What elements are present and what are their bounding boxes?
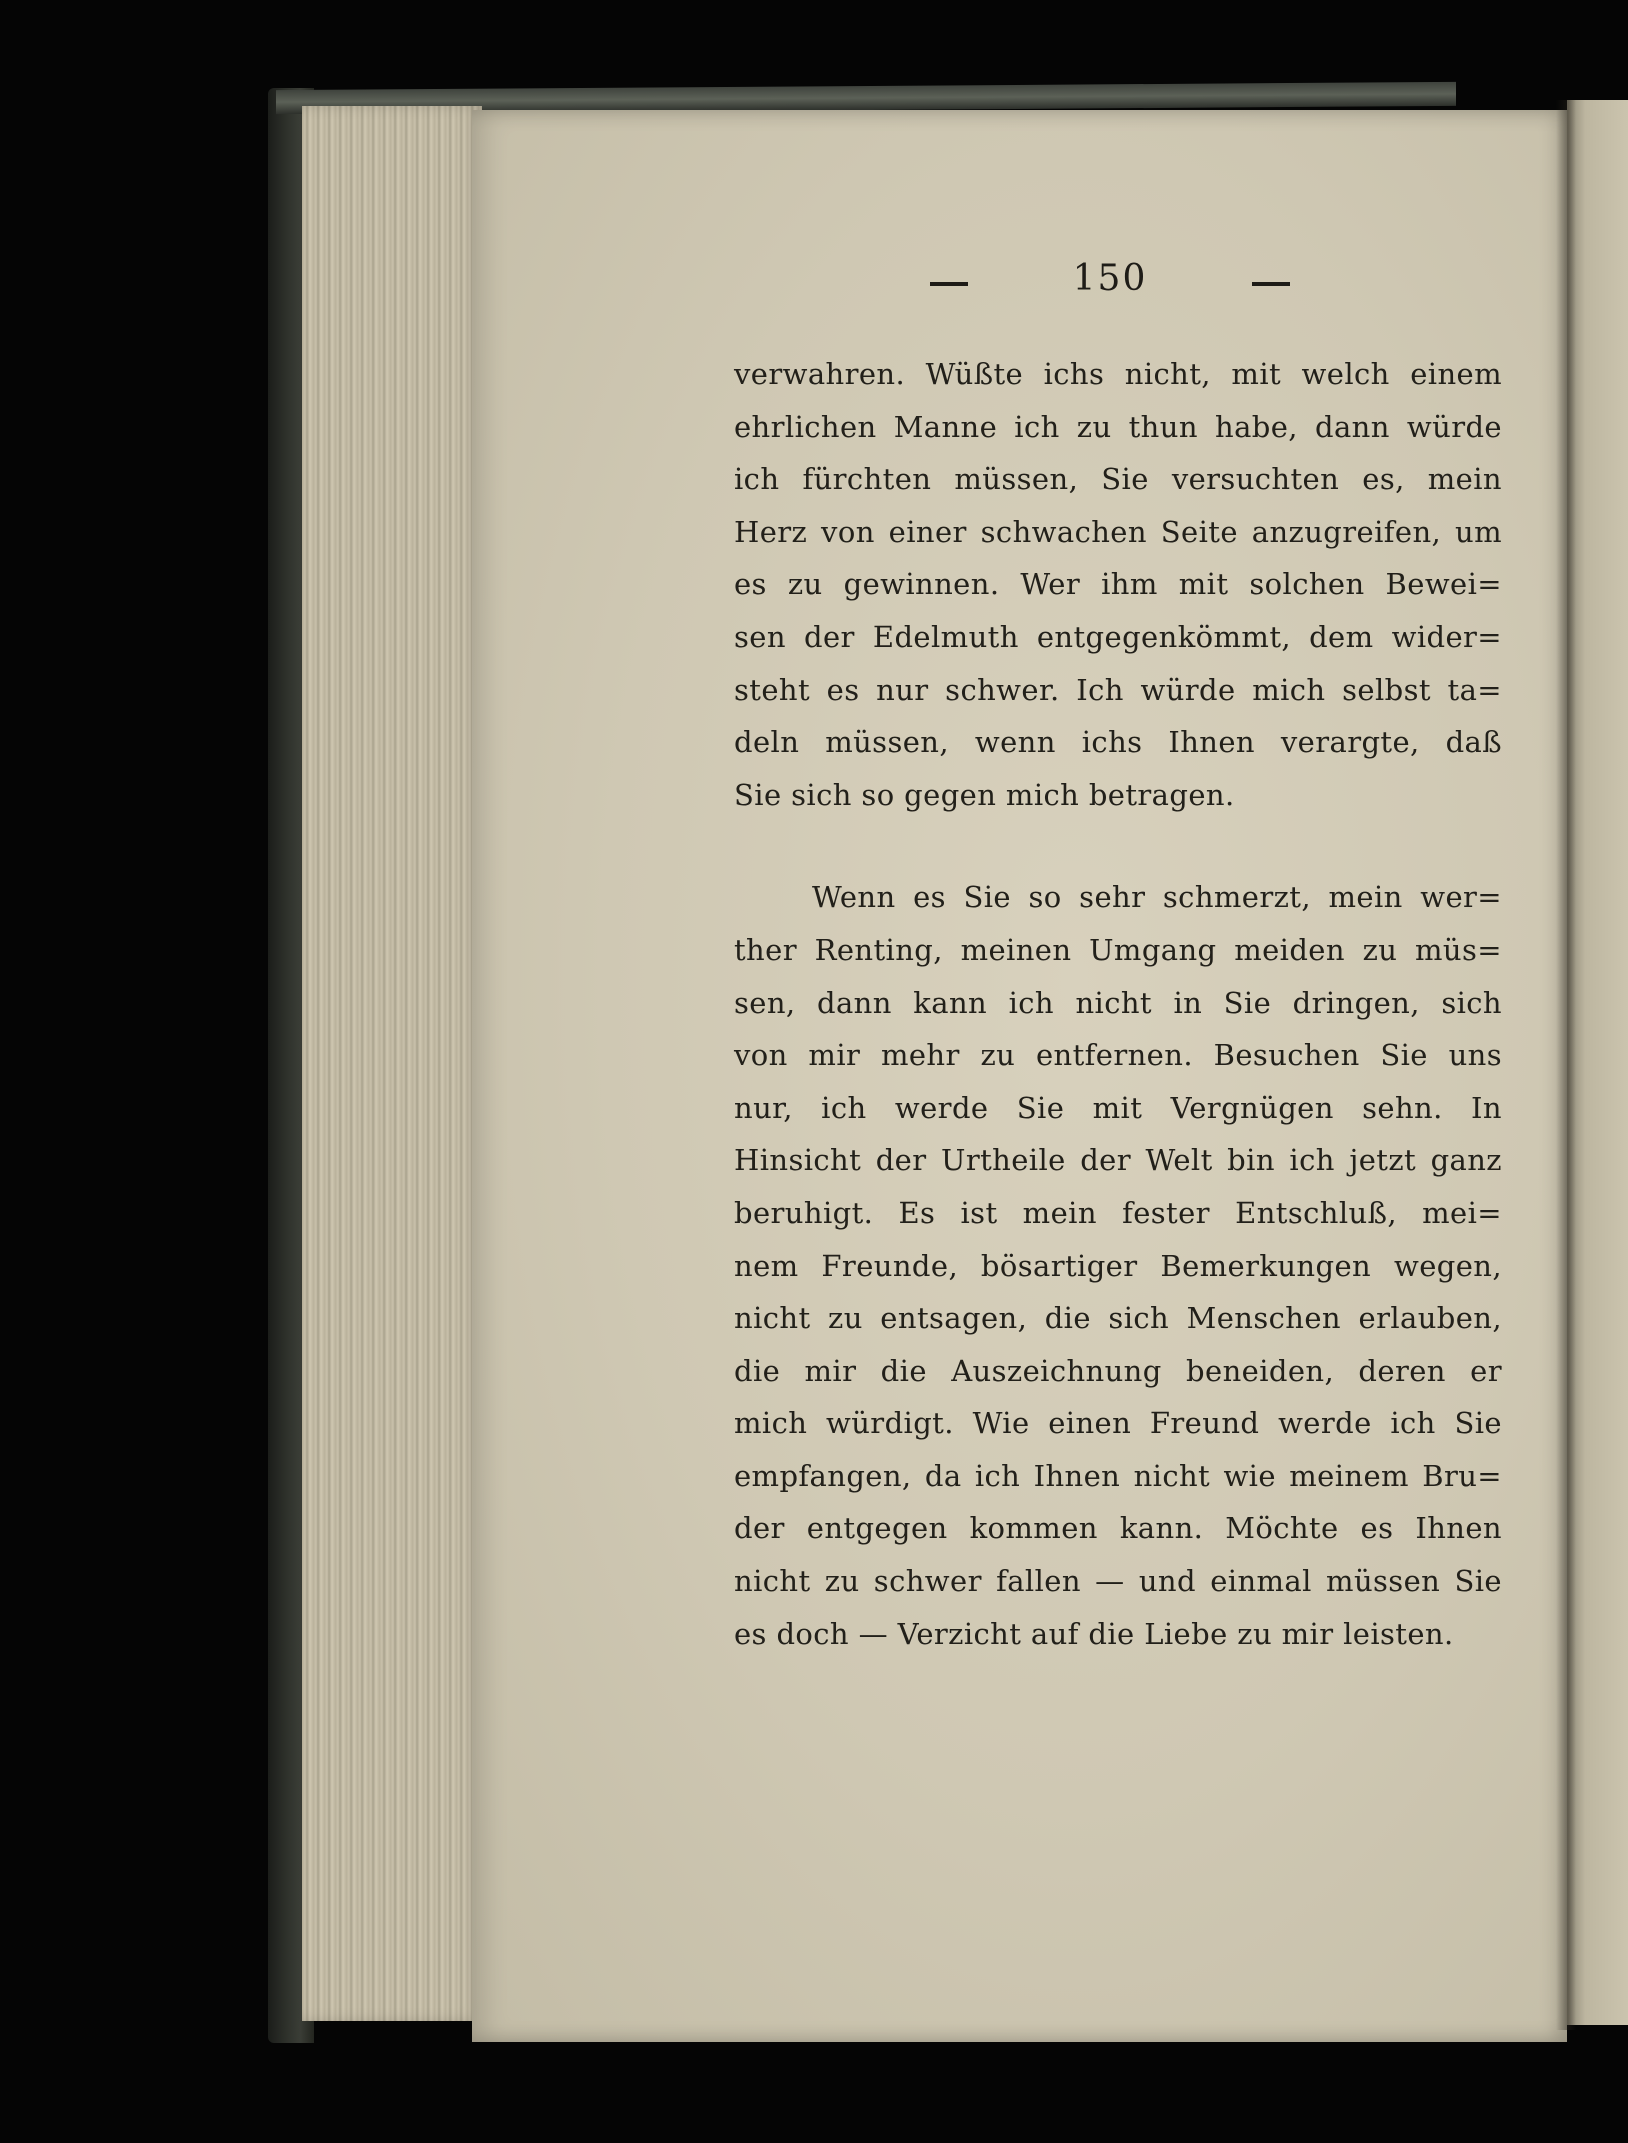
text-line: sen der Edelmuth entgegenkömmt, dem wider= xyxy=(734,619,1502,654)
text-line: sen, dann kann ich nicht in Sie dringen, sich xyxy=(734,985,1502,1020)
text-line: Herz von einer schwachen Seite anzugreifen, um xyxy=(734,514,1502,549)
text-line: ther Renting, meinen Umgang meiden zu müs= xyxy=(734,932,1502,967)
text-line: ehrlichen Manne ich zu thun habe, dann würde xyxy=(734,409,1502,444)
text-line: Hinsicht der Urtheile der Welt bin ich jetzt ganz xyxy=(734,1143,1502,1178)
text-line: nur, ich werde Sie mit Vergnügen sehn. In xyxy=(734,1090,1502,1125)
text-line: mich würdigt. Wie einen Freund werde ich Sie xyxy=(734,1406,1502,1441)
page-edges xyxy=(302,106,482,2021)
text-line: nicht zu schwer fallen — und einmal müssen Sie xyxy=(734,1564,1502,1599)
text-line: verwahren. Wüßte ichs nicht, mit welch einem xyxy=(734,357,1502,391)
paragraph-1 xyxy=(734,348,1502,821)
book-gutter xyxy=(1556,100,1576,2030)
page-header xyxy=(930,258,1290,308)
text-line: empfangen, da ich Ihnen nicht wie meinem Bru= xyxy=(734,1458,1502,1493)
text-line: steht es nur schwer. Ich würde mich selbst ta= xyxy=(734,672,1502,707)
facing-page xyxy=(1567,100,1628,2025)
page-number: 150 xyxy=(1072,258,1148,299)
text-line: von mir mehr zu entfernen. Besuchen Sie uns xyxy=(734,1038,1502,1073)
paragraph-gap xyxy=(734,821,1502,871)
text-line: Sie sich so gegen mich betragen. xyxy=(734,777,1235,812)
text-line: nicht zu entsagen, die sich Menschen erlauben, xyxy=(734,1301,1502,1336)
header-dash-right xyxy=(1252,282,1290,286)
text-line: ich fürchten müssen, Sie versuchten es, mein xyxy=(734,462,1502,497)
text-line: es zu gewinnen. Wer ihm mit solchen Bewei= xyxy=(734,567,1502,602)
text-line: Wenn es Sie so sehr schmerzt, mein wer= xyxy=(812,880,1502,915)
text-line: die mir die Auszeichnung beneiden, deren er xyxy=(734,1353,1502,1388)
text-line: beruhigt. Es ist mein fester Entschluß, mei= xyxy=(734,1195,1502,1230)
text-line: der entgegen kommen kann. Möchte es Ihnen xyxy=(734,1511,1502,1546)
body-text xyxy=(734,348,1502,1660)
text-line: es doch — Verzicht auf die Liebe zu mir leisten. xyxy=(734,1616,1454,1651)
text-line: deln müssen, wenn ichs Ihnen verargte, daß xyxy=(734,725,1502,760)
paragraph-2 xyxy=(734,871,1502,1660)
text-line: nem Freunde, bösartiger Bemerkungen wegen, xyxy=(734,1248,1502,1283)
